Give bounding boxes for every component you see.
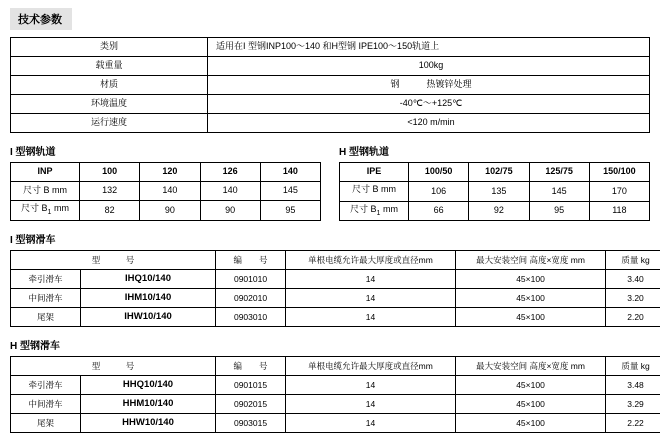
spec-value: -40℃～+125℃ <box>208 95 650 114</box>
table-row <box>11 270 660 289</box>
h-trolley-cable-1: 14 <box>286 395 456 414</box>
h-rail-table <box>339 162 650 221</box>
h-rail-b-2: 145 <box>529 182 589 202</box>
h-rail-section <box>339 133 650 221</box>
table-row <box>11 414 660 433</box>
h-rail-b-3: 170 <box>589 182 649 202</box>
table-row <box>11 38 650 57</box>
i-rail-b1-sub: 1 <box>48 209 52 216</box>
i-trolley-cable-0: 14 <box>286 270 456 289</box>
table-row <box>340 163 650 182</box>
table-header-row <box>11 251 660 270</box>
i-trolley-type-0: 牵引滑车 <box>11 270 81 289</box>
i-rail-col-0: 100 <box>80 163 140 182</box>
h-rail-b1-post: mm <box>380 204 398 214</box>
h-trolley-model-1: HHM10/140 <box>81 395 216 414</box>
spec-label: 运行速度 <box>11 114 208 133</box>
table-row <box>11 308 660 327</box>
table-row <box>11 182 321 201</box>
table-row <box>11 395 660 414</box>
spec-table <box>10 37 650 133</box>
h-rail-col-3: 150/100 <box>589 163 649 182</box>
spec-label: 环境温度 <box>11 95 208 114</box>
h-rail-b1-0: 66 <box>409 201 469 221</box>
h-trolley-code-2: 0903015 <box>216 414 286 433</box>
table-row <box>11 76 650 95</box>
h-rail-b1-pre: 尺寸 B <box>350 204 377 214</box>
table-row <box>11 114 650 133</box>
i-rail-row-label-b1 <box>11 201 80 221</box>
h-trolley-col-code: 编 号 <box>216 357 286 376</box>
spec-value: 100kg <box>208 57 650 76</box>
h-trolley-model-2: HHW10/140 <box>81 414 216 433</box>
h-rail-b-0: 106 <box>409 182 469 202</box>
i-rail-section <box>10 133 321 221</box>
h-trolley-model-0: HHQ10/140 <box>81 376 216 395</box>
h-trolley-weight-1: 3.29 <box>606 395 660 414</box>
i-rail-table <box>10 162 321 221</box>
h-rail-b1-2: 95 <box>529 201 589 221</box>
h-rail-col-2: 125/75 <box>529 163 589 182</box>
table-row <box>11 95 650 114</box>
i-trolley-type-1: 中间滑车 <box>11 289 81 308</box>
i-trolley-model-1: IHM10/140 <box>81 289 216 308</box>
spec-value: 适用在I 型钢INP100～140 和H型钢 IPE100～150轨道上 <box>208 38 650 57</box>
h-trolley-weight-0: 3.48 <box>606 376 660 395</box>
h-trolley-col-weight: 质量 kg <box>606 357 660 376</box>
i-rail-b1-1: 90 <box>140 201 200 221</box>
h-trolley-space-1: 45×100 <box>456 395 606 414</box>
i-rail-head-label: INP <box>11 163 80 182</box>
i-trolley-col-weight: 质量 kg <box>606 251 660 270</box>
i-trolley-type-2: 尾架 <box>11 308 81 327</box>
i-rail-b1-3: 95 <box>260 201 320 221</box>
i-trolley-model-0: IHQ10/140 <box>81 270 216 289</box>
i-trolley-heading: I 型钢滑车 <box>10 231 650 246</box>
i-trolley-code-2: 0903010 <box>216 308 286 327</box>
h-rail-b1-1: 92 <box>469 201 529 221</box>
i-trolley-weight-2: 2.20 <box>606 308 660 327</box>
i-trolley-space-0: 45×100 <box>456 270 606 289</box>
spec-value: <120 m/min <box>208 114 650 133</box>
i-trolley-col-code: 编 号 <box>216 251 286 270</box>
i-trolley-col-space: 最大安装空间 高度×宽度 mm <box>456 251 606 270</box>
h-trolley-space-2: 45×100 <box>456 414 606 433</box>
i-rail-heading: I 型钢轨道 <box>10 143 321 158</box>
i-rail-b1-pre: 尺寸 B <box>21 203 48 213</box>
h-rail-b-post: mm <box>379 184 397 194</box>
table-row <box>340 182 650 202</box>
h-rail-row-label-b1 <box>340 201 409 221</box>
i-rail-col-3: 140 <box>260 163 320 182</box>
table-row <box>11 163 321 182</box>
table-row <box>11 289 660 308</box>
h-trolley-type-0: 牵引滑车 <box>11 376 81 395</box>
i-rail-b1-post: mm <box>51 203 69 213</box>
spec-value: 钢 热镀锌处理 <box>208 76 650 95</box>
h-trolley-space-0: 45×100 <box>456 376 606 395</box>
i-rail-b-0: 132 <box>80 182 140 201</box>
h-trolley-cable-2: 14 <box>286 414 456 433</box>
h-trolley-weight-2: 2.22 <box>606 414 660 433</box>
spec-label: 材质 <box>11 76 208 95</box>
i-trolley-cable-2: 14 <box>286 308 456 327</box>
h-trolley-code-0: 0901015 <box>216 376 286 395</box>
i-trolley-space-2: 45×100 <box>456 308 606 327</box>
table-row <box>11 201 321 221</box>
i-rail-b-3: 145 <box>260 182 320 201</box>
i-trolley-code-0: 0901010 <box>216 270 286 289</box>
page-title: 技术参数 <box>10 8 72 30</box>
i-trolley-code-1: 0902010 <box>216 289 286 308</box>
rail-tables-row <box>10 133 650 221</box>
h-trolley-type-2: 尾架 <box>11 414 81 433</box>
h-rail-b1-sub: 1 <box>377 209 381 216</box>
i-rail-col-1: 120 <box>140 163 200 182</box>
h-rail-col-0: 100/50 <box>409 163 469 182</box>
h-trolley-table <box>10 356 660 433</box>
h-trolley-col-model: 型 号 <box>11 357 216 376</box>
table-row <box>11 57 650 76</box>
h-rail-row-label-b <box>340 182 409 202</box>
table-header-row <box>11 357 660 376</box>
h-rail-b-1: 135 <box>469 182 529 202</box>
i-trolley-col-model: 型 号 <box>11 251 216 270</box>
h-trolley-col-space: 最大安装空间 高度×宽度 mm <box>456 357 606 376</box>
i-trolley-table <box>10 250 660 327</box>
h-trolley-code-1: 0902015 <box>216 395 286 414</box>
i-trolley-model-2: IHW10/140 <box>81 308 216 327</box>
i-trolley-weight-1: 3.20 <box>606 289 660 308</box>
i-trolley-col-cable: 单根电缆允许最大厚度或直径mm <box>286 251 456 270</box>
spec-label: 类别 <box>11 38 208 57</box>
h-rail-heading: H 型钢轨道 <box>339 143 650 158</box>
h-rail-b-pre: 尺寸 B <box>352 184 379 194</box>
i-rail-row-label-b: 尺寸 B mm <box>11 182 80 201</box>
h-trolley-heading: H 型钢滑车 <box>10 337 650 352</box>
h-trolley-col-cable: 单根电缆允许最大厚度或直径mm <box>286 357 456 376</box>
i-rail-b1-0: 82 <box>80 201 140 221</box>
i-rail-col-2: 126 <box>200 163 260 182</box>
i-trolley-space-1: 45×100 <box>456 289 606 308</box>
h-rail-head-label: IPE <box>340 163 409 182</box>
h-rail-col-1: 102/75 <box>469 163 529 182</box>
i-rail-b-2: 140 <box>200 182 260 201</box>
i-trolley-weight-0: 3.40 <box>606 270 660 289</box>
h-trolley-cable-0: 14 <box>286 376 456 395</box>
h-rail-b1-3: 118 <box>589 201 649 221</box>
h-trolley-type-1: 中间滑车 <box>11 395 81 414</box>
table-row <box>11 376 660 395</box>
spec-label: 载重量 <box>11 57 208 76</box>
i-trolley-cable-1: 14 <box>286 289 456 308</box>
table-row <box>340 201 650 221</box>
i-rail-b1-2: 90 <box>200 201 260 221</box>
i-rail-b-1: 140 <box>140 182 200 201</box>
